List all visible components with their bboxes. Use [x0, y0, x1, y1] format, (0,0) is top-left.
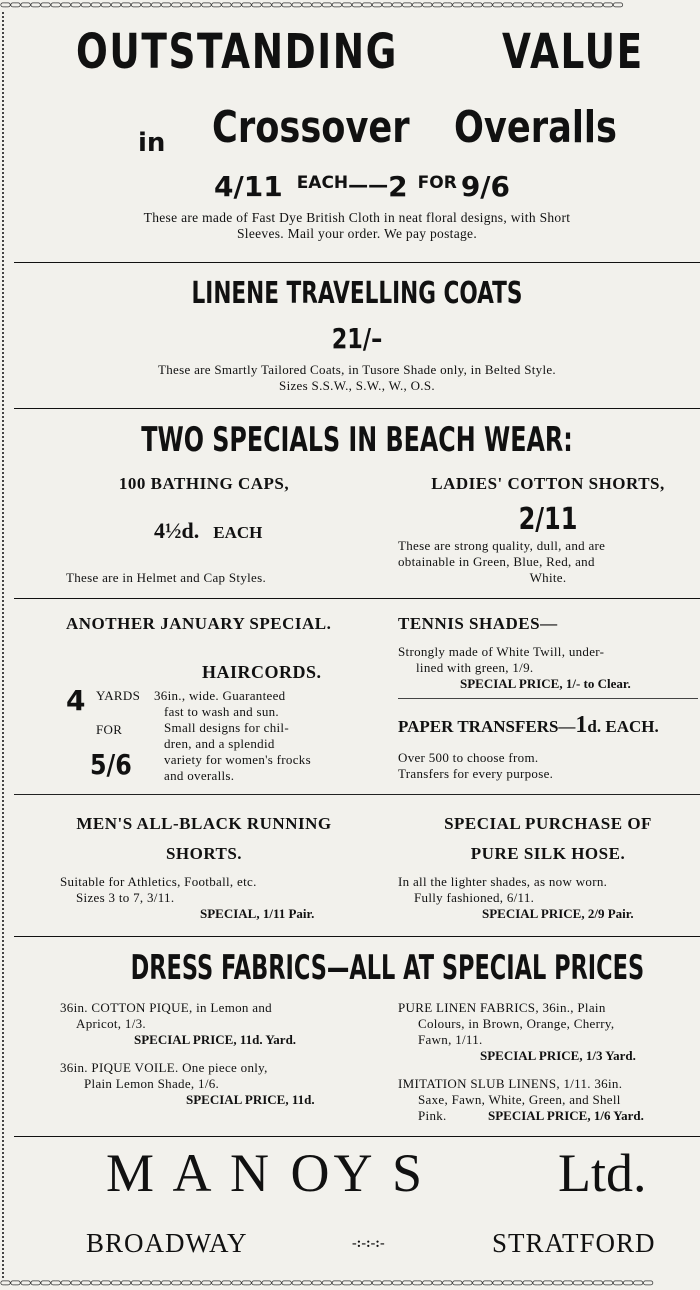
- overalls-desc-1: These are made of Fast Dye British Cloth in neat floral designs, with Short: [143, 210, 571, 225]
- transfers-title-b: d. EACH.: [587, 717, 659, 736]
- voile-special: SPECIAL PRICE, 11d.: [186, 1092, 315, 1107]
- tennis-title: TENNIS SHADES—: [398, 614, 558, 633]
- cotton-special: SPECIAL PRICE, 11d. Yard.: [134, 1032, 297, 1047]
- border-chain-bottom: ⊂⊃⊂⊃⊂⊃⊂⊃⊂⊃⊂⊃⊂⊃⊂⊃⊂⊃⊂⊃⊂⊃⊂⊃⊂⊃⊂⊃⊂⊃⊂⊃⊂⊃⊂⊃⊂⊃⊂⊃⊂⊃⊂⊃⊂⊃⊂⊃⊂⊃⊂⊃⊂⊃⊂⊃⊂⊃⊂⊃⊂⊃⊂⊃⊂⊃⊂⊃⊂⊃⊂⊃⊂⊃⊂⊃⊂⊃⊂⊃⊂⊃⊂⊃⊂⊃⊂⊃⊂⊃⊂⊃⊂⊃⊂⊃⊂⊃⊂⊃⊂⊃⊂⊃⊂⊃⊂⊃⊂⊃⊂⊃⊂⊃⊂⊃⊂⊃⊂⊃⊂⊃⊂⊃⊂⊃⊂⊃⊂⊃: [0, 1278, 653, 1289]
- shorts-desc-3: White.: [529, 570, 567, 585]
- divider-4: [14, 794, 700, 795]
- divider-3: [14, 598, 700, 599]
- slub-desc-1: IMITATION SLUB LINENS, 1/11. 36in.: [398, 1076, 623, 1091]
- coats-price: 21/–: [331, 322, 383, 355]
- divider-6: [14, 1136, 700, 1137]
- caps-title: 100 BATHING CAPS,: [118, 474, 290, 493]
- shorts-price: 2/11: [518, 502, 578, 537]
- store-ltd: Ltd.: [558, 1143, 647, 1203]
- tennis-desc-2: lined with green, 1/9.: [416, 660, 534, 675]
- haircords-desc-4: dren, and a splendid: [164, 736, 275, 751]
- tennis-special: SPECIAL PRICE, 1/- to Clear.: [460, 676, 631, 691]
- linen-desc-1: PURE LINEN FABRICS, 36in., Plain: [398, 1000, 606, 1015]
- divider-2: [14, 408, 700, 409]
- linen-desc-2: Colours, in Brown, Orange, Cherry,: [418, 1016, 615, 1031]
- coats-desc-2: Sizes S.S.W., S.W., W., O.S.: [279, 378, 435, 393]
- hose-title-2: PURE SILK HOSE.: [470, 844, 626, 863]
- divider-5: [14, 936, 700, 937]
- running-title-2: SHORTS.: [165, 844, 243, 863]
- transfers-title-a: PAPER TRANSFERS—: [398, 717, 576, 736]
- footer-ornament: -:-:-:-: [352, 1236, 385, 1251]
- divider-1: [14, 262, 700, 263]
- headline-value: VALUE: [502, 24, 644, 80]
- haircords-desc-1: 36in., wide. Guaranteed: [154, 688, 286, 703]
- slub-desc-2: Saxe, Fawn, White, Green, and Shell: [418, 1092, 621, 1107]
- two-label: 2: [388, 170, 408, 203]
- haircords-qty: 4: [66, 684, 86, 717]
- shorts-desc-1: These are strong quality, dull, and are: [398, 538, 606, 553]
- transfers-desc-1: Over 500 to choose from.: [398, 750, 539, 765]
- running-desc-1: Suitable for Athletics, Football, etc.: [60, 874, 257, 889]
- january-title: ANOTHER JANUARY SPECIAL.: [66, 614, 332, 633]
- haircords-desc-3: Small designs for chil-: [164, 720, 289, 735]
- caps-price: 4½d.: [154, 518, 200, 543]
- running-title-1: MEN'S ALL-BLACK RUNNING: [76, 814, 332, 833]
- beach-title: TWO SPECIALS IN BEACH WEAR:: [141, 420, 573, 460]
- headline-outstanding: OUTSTANDING: [76, 24, 398, 80]
- headline-overalls: Overalls: [454, 102, 617, 153]
- haircords-title: HAIRCORDS.: [202, 662, 322, 682]
- coats-title: LINENE TRAVELLING COATS: [191, 276, 523, 311]
- hose-special: SPECIAL PRICE, 2/9 Pair.: [482, 906, 634, 921]
- divider-tennis: [398, 698, 698, 699]
- slub-special: SPECIAL PRICE, 1/6 Yard.: [488, 1108, 644, 1123]
- voile-desc-1: 36in. PIQUE VOILE. One piece only,: [60, 1060, 268, 1075]
- store-name: M A N OY S: [106, 1143, 427, 1203]
- overalls-desc-2: Sleeves. Mail your order. We pay postage.: [236, 226, 478, 241]
- headline-crossover: Crossover: [212, 102, 410, 153]
- hose-title-1: SPECIAL PURCHASE OF: [444, 814, 652, 833]
- running-special: SPECIAL, 1/11 Pair.: [200, 906, 315, 921]
- shorts-title: LADIES' COTTON SHORTS,: [431, 474, 665, 493]
- haircords-for: FOR: [96, 722, 123, 737]
- transfers-title-one: 1: [575, 712, 588, 738]
- caps-price-line: [154, 518, 262, 544]
- linen-special: SPECIAL PRICE, 1/3 Yard.: [480, 1048, 636, 1063]
- linen-desc-3: Fawn, 1/11.: [418, 1032, 483, 1047]
- haircords-yards: YARDS: [96, 688, 141, 703]
- for-label: FOR: [417, 173, 457, 193]
- price-line: [214, 170, 510, 203]
- coats-desc-1: These are Smartly Tailored Coats, in Tusore Shade only, in Belted Style.: [157, 362, 556, 377]
- price-each: 4/11: [214, 170, 283, 203]
- shorts-desc-2: obtainable in Green, Blue, Red, and: [398, 554, 595, 569]
- hose-desc-2: Fully fashioned, 6/11.: [414, 890, 535, 905]
- fabrics-title: DRESS FABRICS—ALL AT SPECIAL PRICES: [130, 948, 645, 988]
- tennis-desc-1: Strongly made of White Twill, under-: [398, 644, 605, 659]
- cotton-desc-2: Apricot, 1/3.: [76, 1016, 146, 1031]
- border-chain-top: ⊂⊃⊂⊃⊂⊃⊂⊃⊂⊃⊂⊃⊂⊃⊂⊃⊂⊃⊂⊃⊂⊃⊂⊃⊂⊃⊂⊃⊂⊃⊂⊃⊂⊃⊂⊃⊂⊃⊂⊃⊂⊃⊂⊃⊂⊃⊂⊃⊂⊃⊂⊃⊂⊃⊂⊃⊂⊃⊂⊃⊂⊃⊂⊃⊂⊃⊂⊃⊂⊃⊂⊃⊂⊃⊂⊃⊂⊃⊂⊃⊂⊃⊂⊃⊂⊃⊂⊃⊂⊃⊂⊃⊂⊃⊂⊃⊂⊃⊂⊃⊂⊃⊂⊃⊂⊃⊂⊃⊂⊃⊂⊃⊂⊃⊂⊃⊂⊃⊂⊃⊂⊃⊂⊃: [0, 0, 623, 11]
- haircords-price: 5/6: [90, 748, 132, 781]
- location-stratford: STRATFORD: [492, 1228, 656, 1258]
- transfers-title: [398, 712, 659, 739]
- cotton-desc-1: 36in. COTTON PIQUE, in Lemon and: [60, 1000, 272, 1015]
- haircords-desc-5: variety for women's frocks: [164, 752, 311, 767]
- caps-desc: These are in Helmet and Cap Styles.: [66, 570, 267, 585]
- haircords-desc-6: and overalls.: [164, 768, 235, 783]
- hose-desc-1: In all the lighter shades, as now worn.: [398, 874, 608, 889]
- location-broadway: BROADWAY: [86, 1228, 248, 1258]
- border-chain-left: [2, 12, 14, 1278]
- each-label: EACH: [296, 173, 349, 193]
- headline-in: in: [138, 128, 166, 158]
- price-pair: 9/6: [460, 170, 511, 203]
- voile-desc-2: Plain Lemon Shade, 1/6.: [84, 1076, 220, 1091]
- haircords-desc-2: fast to wash and sun.: [164, 704, 279, 719]
- running-desc-2: Sizes 3 to 7, 3/11.: [76, 890, 175, 905]
- advertisement-page: [14, 10, 700, 1278]
- caps-each: EACH: [213, 523, 263, 542]
- dash: ——: [348, 173, 389, 197]
- slub-desc-3: Pink.: [418, 1108, 447, 1123]
- transfers-desc-2: Transfers for every purpose.: [398, 766, 554, 781]
